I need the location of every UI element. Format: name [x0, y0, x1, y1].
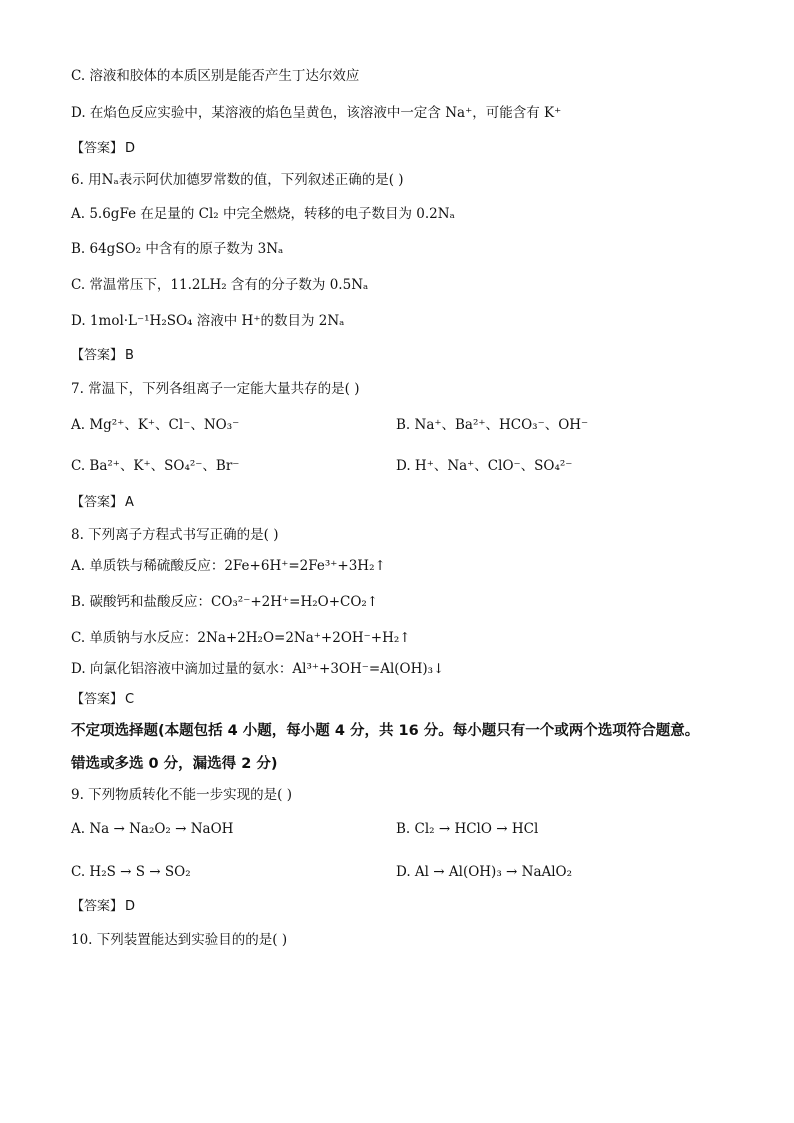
q6-answer	[71, 347, 134, 365]
answer-tag: 【答案】	[71, 692, 124, 707]
q9-option-d: D. Al → Al(OH)₃ → NaAlO₂	[396, 864, 573, 880]
q9-stem: 9. 下列物质转化不能一步实现的是( )	[71, 787, 292, 803]
q5-option-c: C. 溶液和胶体的本质区别是能否产生丁达尔效应	[71, 68, 360, 84]
q7-option-b: B. Na⁺、Ba²⁺、HCO₃⁻、OH⁻	[396, 417, 589, 433]
q8-stem: 8. 下列离子方程式书写正确的是( )	[71, 527, 279, 543]
answer-tag: 【答案】	[71, 141, 124, 156]
answer-tag: 【答案】	[71, 495, 124, 510]
q6-option-d: D. 1mol·L⁻¹H₂SO₄ 溶液中 H⁺的数目为 2Nₐ	[71, 313, 345, 329]
q6-option-b: B. 64gSO₂ 中含有的原子数为 3Nₐ	[71, 241, 284, 257]
answer-value: D	[125, 899, 136, 914]
answer-tag: 【答案】	[71, 348, 124, 363]
q9-option-a: A. Na → Na₂O₂ → NaOH	[71, 821, 234, 837]
q5-answer	[71, 140, 135, 158]
q5-option-d: D. 在焰色反应实验中，某溶液的焰色呈黄色，该溶液中一定含 Na⁺，可能含有 K⁺	[71, 105, 562, 121]
answer-value: A	[125, 495, 134, 510]
q7-option-d: D. H⁺、Na⁺、ClO⁻、SO₄²⁻	[396, 458, 573, 474]
q9-option-b: B. Cl₂ → HClO → HCl	[396, 821, 539, 837]
section-heading-line2: 错选或多选 0 分，漏选得 2 分)	[71, 756, 278, 772]
q7-stem: 7. 常温下，下列各组离子一定能大量共存的是( )	[71, 381, 360, 397]
q6-stem: 6. 用Nₐ表示阿伏加德罗常数的值，下列叙述正确的是( )	[71, 172, 404, 188]
q8-option-d: D. 向氯化铝溶液中滴加过量的氨水：Al³⁺+3OH⁻=Al(OH)₃↓	[71, 661, 445, 677]
q10-stem: 10. 下列装置能达到实验目的的是( )	[71, 932, 288, 948]
q8-option-a: A. 单质铁与稀硫酸反应：2Fe+6H⁺=2Fe³⁺+3H₂↑	[71, 558, 386, 574]
q8-option-c: C. 单质钠与水反应：2Na+2H₂O=2Na⁺+2OH⁻+H₂↑	[71, 630, 411, 646]
answer-tag: 【答案】	[71, 899, 124, 914]
q7-option-c: C. Ba²⁺、K⁺、SO₄²⁻、Br⁻	[71, 458, 240, 474]
answer-value: C	[125, 692, 135, 707]
q6-option-a: A. 5.6gFe 在足量的 Cl₂ 中完全燃烧，转移的电子数目为 0.2Nₐ	[71, 206, 455, 222]
q8-option-b: B. 碳酸钙和盐酸反应：CO₃²⁻+2H⁺=H₂O+CO₂↑	[71, 594, 379, 610]
q7-option-a: A. Mg²⁺、K⁺、Cl⁻、NO₃⁻	[71, 417, 240, 433]
section-heading-line1: 不定项选择题(本题包括 4 小题，每小题 4 分，共 16 分。每小题只有一个或两个选项符合题意。	[71, 723, 700, 739]
q9-answer	[71, 898, 135, 916]
q8-answer	[71, 691, 134, 709]
q7-answer	[71, 494, 134, 512]
q6-option-c: C. 常温常压下，11.2LH₂ 含有的分子数为 0.5Nₐ	[71, 277, 369, 293]
answer-value: B	[125, 348, 134, 363]
q9-option-c: C. H₂S → S → SO₂	[71, 864, 191, 880]
answer-value: D	[125, 141, 136, 156]
